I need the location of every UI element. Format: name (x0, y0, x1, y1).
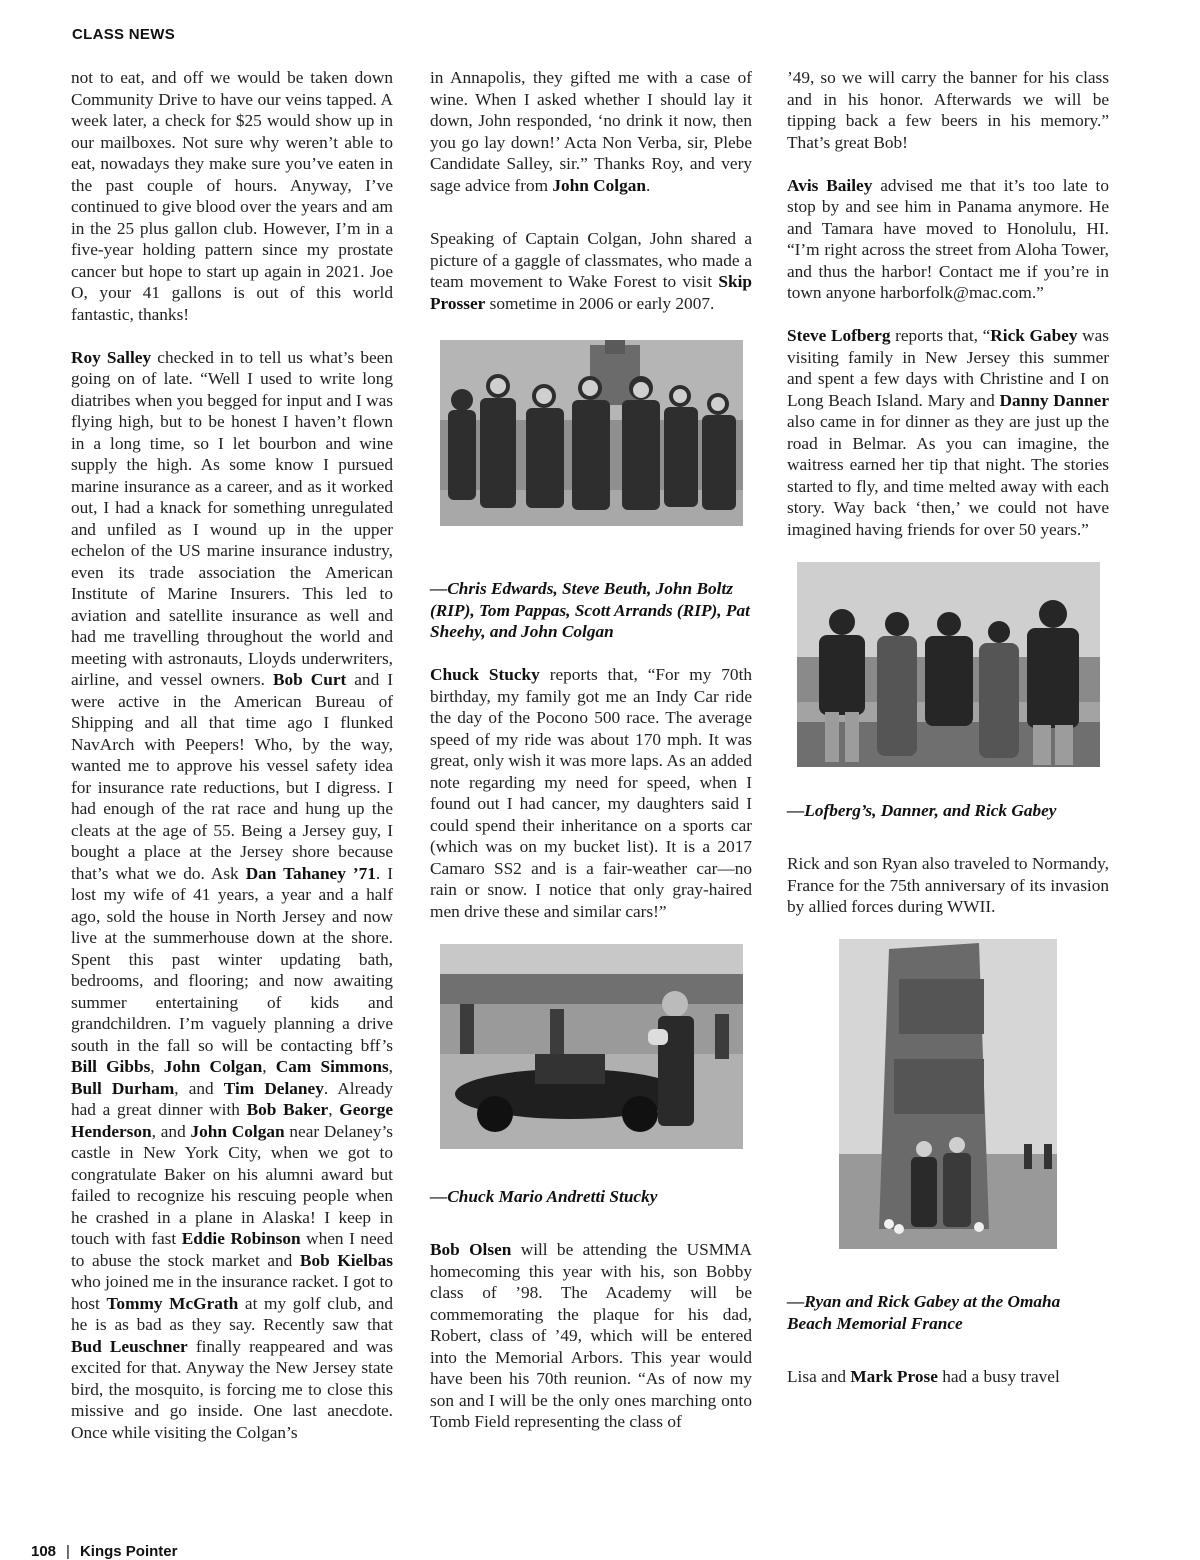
col3-paragraph-mark-prose: Lisa and Mark Prose had a busy travel (787, 1367, 1060, 1386)
name-eddie-robinson: Eddie Robinson (181, 1229, 301, 1248)
name-john-colgan: John Colgan (163, 1057, 263, 1076)
column-2 (430, 67, 752, 1454)
name-tim-delaney: Tim Delaney (223, 1078, 324, 1098)
name-chuck-stucky: Chuck Stucky (430, 665, 540, 684)
name-avis-bailey: Avis Bailey (787, 175, 873, 195)
name-steve-lofberg: Steve Lofberg (787, 326, 891, 345)
name-bob-kielbas: Bob Kielbas (299, 1250, 393, 1270)
name-skip-prosser: Skip Prosser (430, 272, 752, 313)
name-bob-olsen: Bob Olsen (430, 1240, 512, 1259)
col3-paragraph-normandy: Rick and son Ryan also traveled to Normandy, France for the 75th anniversary of its invasion by allied forces during WWII. (787, 854, 1109, 916)
name-george-henderson: George Henderson (71, 1100, 394, 1141)
page-footer (31, 1543, 177, 1560)
column-3 (787, 67, 1109, 1409)
publication-name: Kings Pointer (79, 1543, 178, 1560)
page-number: 108 (31, 1543, 57, 1560)
col2-paragraph-2: Speaking of Captain Colgan, John shared a picture of a gaggle of classmates, who made a team movement to Wake Forest to visit Skip Prosser sometime in 2006 or early 2007. (430, 229, 752, 313)
caption-lofberg: —Lofberg’s, Danner, and Rick Gabey (787, 800, 1057, 820)
col3-paragraph-steve-lofberg: Steve Lofberg reports that, “Rick Gabey was visiting family in New Jersey this summer and spent a few days with Christine and I on Long Beach Island. Mary and Danny Danner also came in for dinner as they are just up the road in Belmar. As you can imagine, the waitress earned her tip that night. The stories started to fly, and time melted away with each story. Way back ‘then,’ we could not have imagined having friends for over 50 years.” (787, 326, 1110, 539)
name-rick-gabey: Rick Gabey (990, 326, 1078, 345)
name-bull-durham: Bull Durham (71, 1078, 175, 1098)
caption-chuck-stucky: —Chuck Mario Andretti Stucky (430, 1186, 658, 1206)
col2-paragraph-chuck-stucky: Chuck Stucky reports that, “For my 70th birthday, my family got me an Indy Car ride the day of the Pocono 500 race. The average speed of my ride was about 170 mph. It was great, only wish it was more laps. As an added note regarding my need for speed, when I found out I had cancer, my daughters said I could spend their inheritance on a sports car (which was on my bucket list). It is a 2017 Camaro SS2 and is a fair-weather car—no rain or snow. I notice that only gray-haired men drive these and similar cars!” (430, 665, 753, 921)
section-label: CLASS NEWS (72, 26, 176, 43)
name-tommy-mcgrath: Tommy McGrath (106, 1293, 239, 1313)
photo-indy-car-image (440, 944, 743, 1149)
photo-classmates-image (440, 340, 743, 526)
name-bob-baker: Bob Baker (246, 1100, 329, 1119)
col1-paragraph-roy-salley: Roy Salley checked in to tell us what’s been going on of late. “Well I used to write long diatribes when you begged for input and I was flying high, but to be honest I haven’t flown in a long time, so I let bourbon and wine supply the high. As some know I pursued marine insurance as a career, and as it worked out, I had a knack for something unregulated and unfiled as I wound up in the upper echelon of the US marine insurance industry, even its trade association the American Institute of Marine Insurers. This led to aviation and satellite insurance as well and had me travelling throughout the world and meeting with astronauts, Lloyds underwriters, airline, and vessel owners. Bob Curt and I were active in the American Bureau of Shipping and all that time ago I flunked NavArch with Peepers! Who, by the way, wanted me to approve his vessel safety idea for insurance rate reductions, but I digress. I had enough of the rat race and hung up the cleats at the age of 55. Being a Jersey guy, I bought a place at the Jersey shore because that’s what we do. Ask Dan Tahaney ’71. I lost my wife of 41 years, a year and a half ago, sold the house in North Jersey and now live at the summerhouse down at the shore. Spent this past winter updating bath, bedrooms, and flooring; and now awaiting summer entertaining of kids and grandchildren. I’m vaguely planning a drive south in the fall so will be contacting bff’s Bill Gibbs, John Colgan, Cam Simmons, Bull Durham, and Tim Delaney. Already had a great dinner with Bob Baker, George Henderson, and John Colgan near Delaney’s castle in New York City, when we got to congratulate Baker on his alumni award but failed to recognize his rescuing people when he crashed in a plane in Alaska! I keep in touch with fast Eddie Robinson when I need to abuse the stock market and Bob Kielbas who joined me in the insurance racket. I got to host Tommy McGrath at my golf club, and he is as bad as they say. Recently saw that Bud Leuschner finally reappeared and was excited for that. Anyway the New Jersey state bird, the mosquito, is forcing me to close this missive and go inside. One last anecdote. Once while visiting the Colgan’s (71, 347, 394, 1442)
name-mark-prose: Mark Prose (850, 1367, 938, 1386)
column-1 (71, 67, 393, 1465)
name-cam-simmons: Cam Simmons (275, 1057, 389, 1076)
photo-classmates-group (440, 340, 743, 526)
col1-paragraph-1: not to eat, and off we would be taken down Community Drive to have our veins tapped. A week later, a check for $25 would show up in our mailboxes. Not sure why weren’t able to eat, nowadays they make sure you’ve eaten in the past couple of hours. Anyway, I’ve continued to give blood over the years and am in the 25 plus gallon club. However, I’m in a five-year holding pattern since my prostate cancer but hope to start up again in 2021. Joe O, your 41 gallons is out of this world fantastic, thanks! (71, 68, 393, 324)
name-john-colgan-3: John Colgan (552, 175, 646, 195)
photo-lofberg-group (797, 562, 1100, 767)
footer-separator: | (66, 1543, 70, 1560)
name-dan-tahaney: Dan Tahaney ’71 (245, 863, 376, 883)
photo-omaha-memorial (839, 939, 1057, 1249)
col3-paragraph-1: ’49, so we will carry the banner for his class and in his honor. Afterwards we will be tipping back a few beers in his memory.” That’s great Bob! (787, 68, 1109, 152)
col2-paragraph-1: in Annapolis, they gifted me with a case of wine. When I asked whether I should lay it down, John responded, ‘no drink it now, then you go lay down!’ Acta Non Verba, sir, Plebe Candidate Salley, sir.” Thanks Roy, and very sage advice from John Colgan. (430, 68, 752, 195)
caption-omaha-memorial: —Ryan and Rick Gabey at the Omaha Beach Memorial France (787, 1292, 1061, 1333)
name-danny-danner: Danny Danner (999, 390, 1109, 410)
col2-paragraph-bob-olsen: Bob Olsen will be attending the USMMA homecoming this year with his, son Bobby class of ’98. The Academy will be commemorating the plaque for his dad, Robert, class of ’49, which will be entered into the Memorial Arbors. This year would have been his 70th reunion. “As of now my son and I will be the only ones marching onto Tomb Field representing the class of (430, 1240, 752, 1431)
photo-indy-car (440, 944, 743, 1149)
photo-omaha-memorial-image (839, 939, 1057, 1249)
name-bill-gibbs: Bill Gibbs (71, 1057, 151, 1076)
col3-paragraph-avis-bailey: Avis Bailey advised me that it’s too late to stop by and see him in Panama anymore. He and Tamara have moved to Honolulu, HI. “I’m right across the street from Aloha Tower, and thus the harbor! Contact me if you’re in town anyone harborfolk@mac.com.” (787, 175, 1110, 302)
photo-lofberg-image (797, 562, 1100, 767)
caption-classmates: —Chris Edwards, Steve Beuth, John Boltz (RIP), Tom Pappas, Scott Arrands (RIP), Pat Sheehy, and John Colgan (430, 579, 750, 641)
name-bob-curt: Bob Curt (272, 670, 347, 689)
name-john-colgan-2: John Colgan (190, 1121, 285, 1141)
name-bud-leuschner: Bud Leuschner (71, 1336, 188, 1356)
name-roy-salley: Roy Salley (71, 347, 152, 367)
